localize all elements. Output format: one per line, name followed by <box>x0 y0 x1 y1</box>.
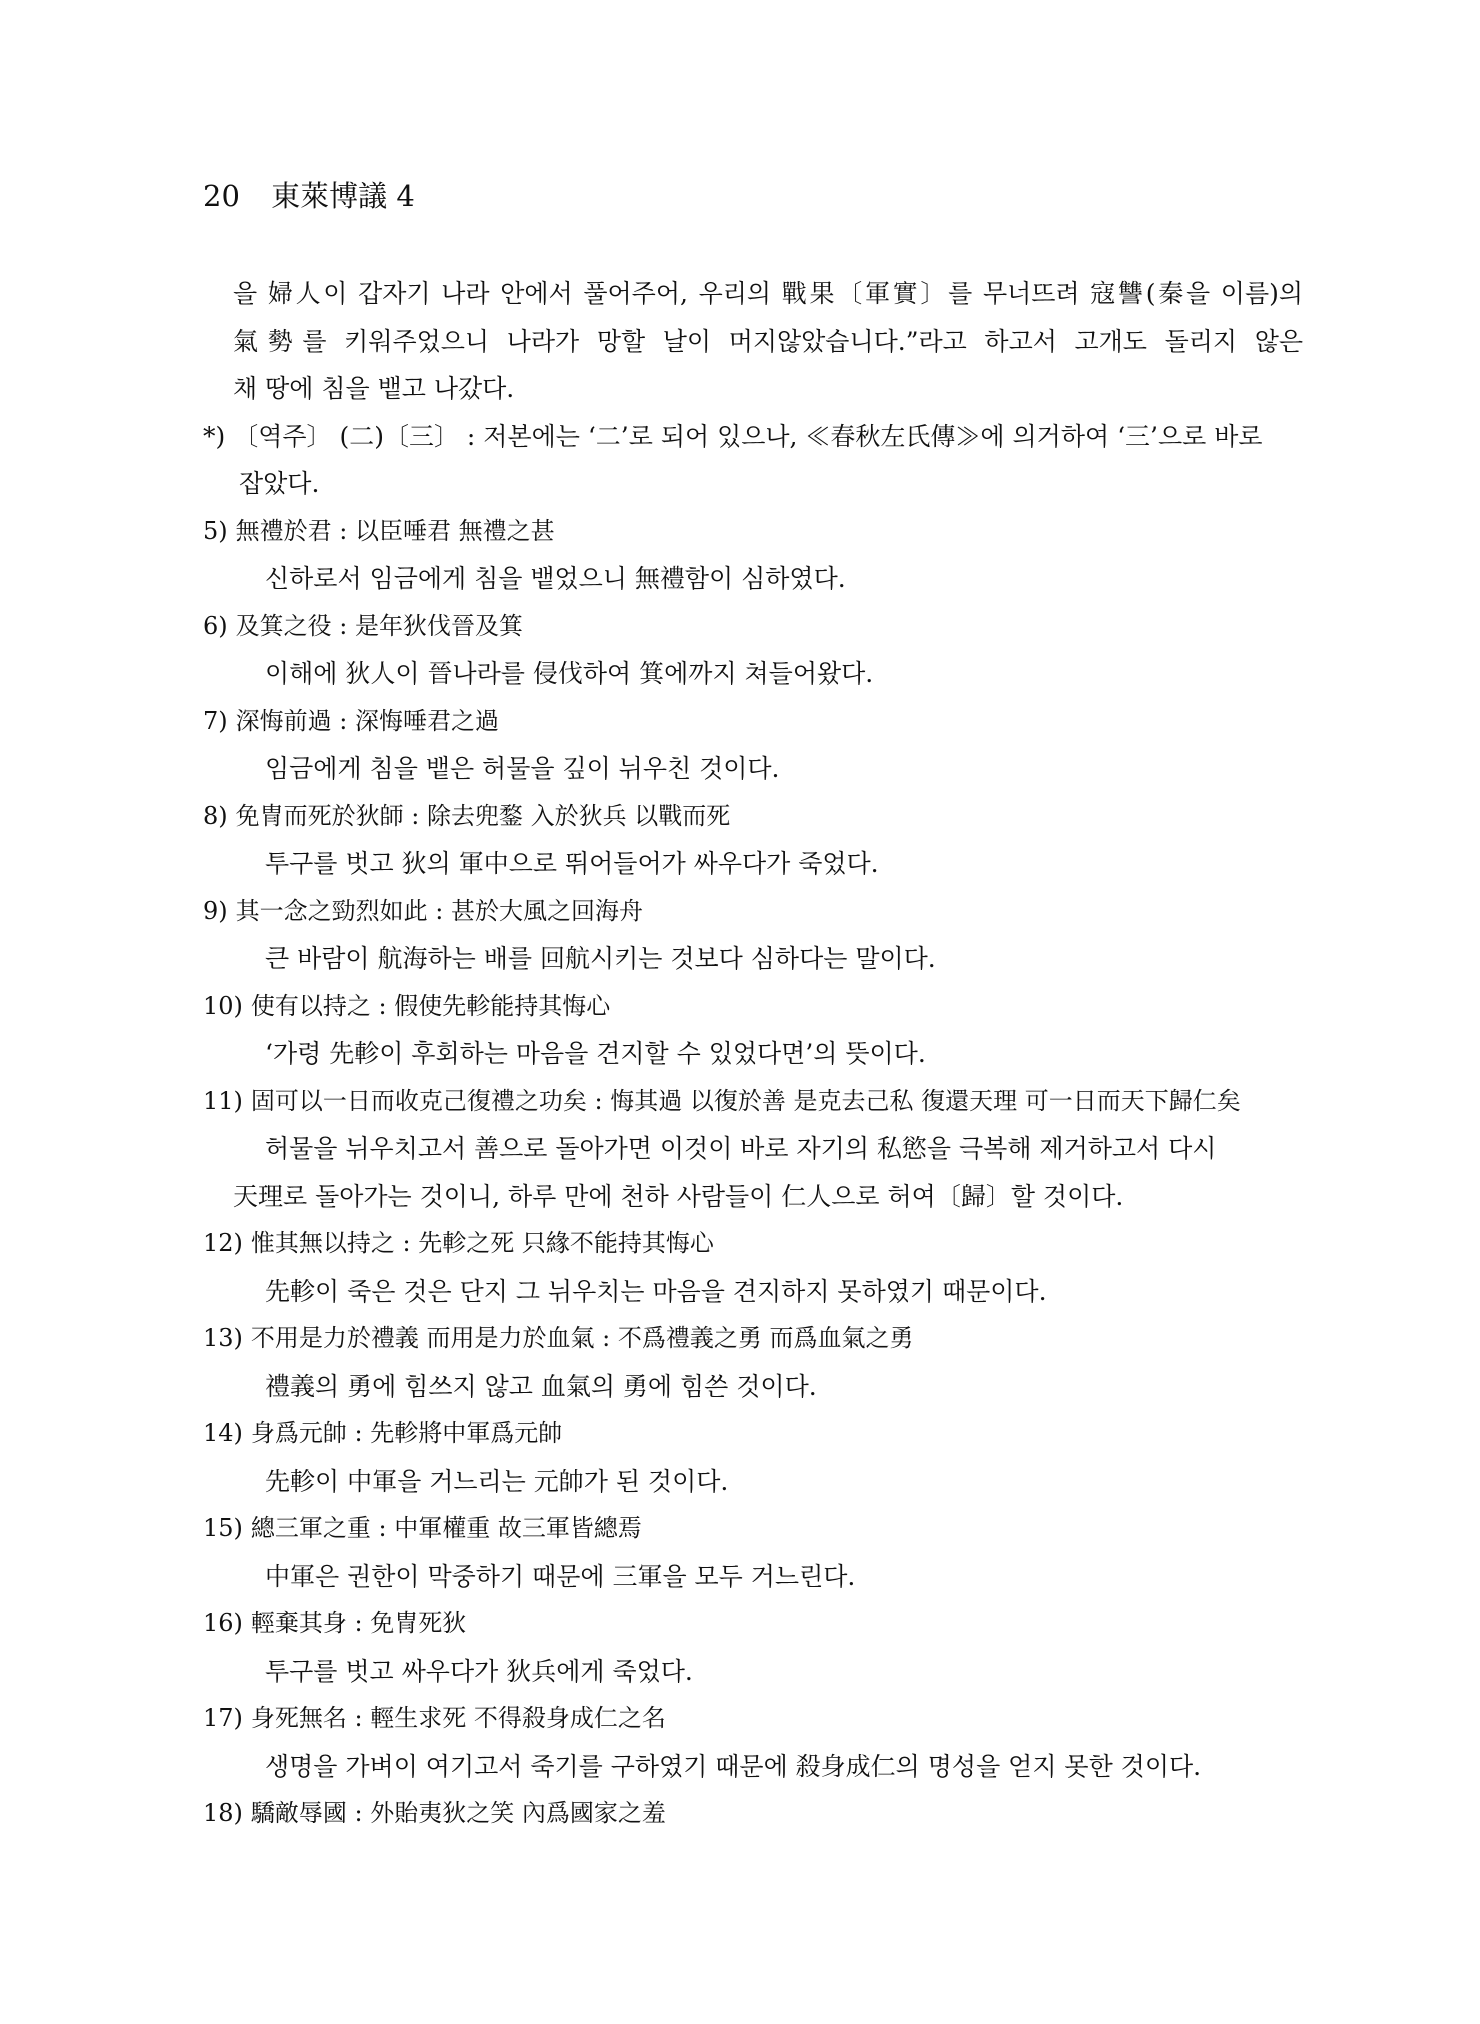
book-title: 東萊博議 4 <box>271 179 415 213</box>
body-line: 을 婦人이 갑자기 나라 안에서 풀어주어, 우리의 戰果〔軍實〕를 무너뜨려 寇讐(秦을 이름)의 <box>233 279 1303 308</box>
footnote-heading <box>203 1505 1303 1553</box>
footnote-number: 11) <box>203 1086 243 1115</box>
page-header <box>203 178 415 214</box>
footnote-source: 及箕之役 : 是年狄伐晉及箕 <box>235 611 523 640</box>
footnote-number: 7) <box>203 706 228 735</box>
footnote-translation: 투구를 벗고 싸우다가 狄兵에게 죽었다. <box>265 1656 693 1686</box>
footnote-source: 無禮於君 : 以臣唾君 無禮之甚 <box>235 516 555 545</box>
footnote-source: 免冑而死於狄師 : 除去兜鍪 入於狄兵 以戰而死 <box>235 801 731 830</box>
page-content <box>203 270 1303 1838</box>
footnote-number: 8) <box>203 801 228 830</box>
footnote-heading <box>203 983 1303 1031</box>
footnote-translation: ‘가령 先軫이 후회하는 마음을 견지할 수 있었다면’의 뜻이다. <box>265 1039 926 1068</box>
page-number: 20 <box>203 179 240 213</box>
footnote-number: 9) <box>203 896 228 925</box>
footnote-source: 身爲元帥 : 先軫將中軍爲元帥 <box>250 1419 563 1447</box>
footnote-number: 10) <box>203 991 243 1020</box>
footnote-number: 5) <box>203 516 228 545</box>
footnote-heading <box>203 1600 1303 1648</box>
footnote-heading <box>203 508 1303 556</box>
footnote-source: 其一念之勁烈如此 : 甚於大風之回海舟 <box>235 896 643 925</box>
note-marker: *) <box>203 421 226 451</box>
footnote-source: 不用是力於禮義 而用是力於血氣 : 不爲禮義之勇 而爲血氣之勇 <box>250 1324 914 1352</box>
footnote-translation: 先軫이 죽은 것은 단지 그 뉘우치는 마음을 견지하지 못하였기 때문이다. <box>265 1276 1047 1306</box>
note-text: 〔역주〕 (二)〔三〕 : 저본에는 ‘二’로 되어 있으나, ≪春秋左氏傳≫에 의거하여 ‘三’으로 바로 <box>233 421 1263 451</box>
footnote-source: 總三軍之重 : 中軍權重 故三軍皆總焉 <box>250 1514 642 1542</box>
footnote-heading <box>203 1220 1303 1268</box>
footnote-translation: 신하로서 임금에게 침을 뱉었으니 無禮함이 심하였다. <box>265 564 846 593</box>
translator-note-continuation: 잡았다. <box>239 469 320 498</box>
footnote-source: 驕敵辱國 : 外貽夷狄之笑 內爲國家之羞 <box>250 1799 666 1827</box>
footnote-source: 身死無名 : 輕生求死 不得殺身成仁之名 <box>250 1704 666 1732</box>
footnote-number: 17) <box>203 1704 243 1732</box>
footnote-translation-continuation: 天理로 돌아가는 것이니, 하루 만에 천하 사람들이 仁人으로 허여〔歸〕할 것이다. <box>233 1181 1124 1211</box>
footnote-heading <box>203 1790 1303 1838</box>
footnote-heading <box>203 603 1303 651</box>
footnote-translation: 투구를 벗고 狄의 軍中으로 뛰어들어가 싸우다가 죽었다. <box>265 849 879 878</box>
footnote-heading <box>203 1315 1303 1363</box>
footnote-number: 16) <box>203 1609 243 1637</box>
footnote-source: 輕棄其身 : 免冑死狄 <box>250 1609 467 1637</box>
footnote-number: 18) <box>203 1799 243 1827</box>
footnote-number: 6) <box>203 611 228 640</box>
footnote-heading <box>203 1078 1303 1126</box>
body-line: 氣勢를 키워주었으니 나라가 망할 날이 머지않았습니다.”라고 하고서 고개도 돌리지 않은 <box>233 326 1303 356</box>
translator-note <box>203 413 1303 461</box>
footnote-heading <box>203 793 1303 841</box>
footnote-source: 惟其無以持之 : 先軫之死 只緣不能持其悔心 <box>250 1229 714 1257</box>
footnote-heading <box>203 698 1303 746</box>
footnote-source: 使有以持之 : 假使先軫能持其悔心 <box>250 991 611 1020</box>
footnote-source: 固可以一日而收克己復禮之功矣 : 悔其過 以復於善 是克去己私 復還天理 可一日而天下歸仁矣 <box>250 1086 1241 1115</box>
footnote-translation: 생명을 가벼이 여기고서 죽기를 구하였기 때문에 殺身成仁의 명성을 얻지 못한 것이다. <box>265 1751 1202 1781</box>
footnote-translation: 先軫이 中軍을 거느리는 元帥가 된 것이다. <box>265 1466 729 1496</box>
footnote-source: 深悔前過 : 深悔唾君之過 <box>235 706 499 735</box>
footnote-translation: 禮義의 勇에 힘쓰지 않고 血氣의 勇에 힘쓴 것이다. <box>265 1371 817 1401</box>
footnote-heading <box>203 1410 1303 1458</box>
body-line: 채 땅에 침을 뱉고 나갔다. <box>233 374 515 403</box>
footnote-translation: 허물을 뉘우치고서 善으로 돌아가면 이것이 바로 자기의 私慾을 극복해 제거하고서 다시 <box>265 1134 1217 1163</box>
footnote-translation: 이해에 狄人이 晉나라를 侵伐하여 箕에까지 쳐들어왔다. <box>265 659 874 688</box>
footnote-heading <box>203 888 1303 936</box>
footnote-number: 13) <box>203 1324 243 1352</box>
footnote-translation: 임금에게 침을 뱉은 허물을 깊이 뉘우친 것이다. <box>265 754 780 783</box>
footnote-heading <box>203 1695 1303 1743</box>
footnote-translation: 큰 바람이 航海하는 배를 回航시키는 것보다 심하다는 말이다. <box>265 944 936 973</box>
footnote-number: 15) <box>203 1514 243 1542</box>
footnote-number: 12) <box>203 1229 243 1257</box>
footnote-number: 14) <box>203 1419 243 1447</box>
footnote-translation: 中軍은 권한이 막중하기 때문에 三軍을 모두 거느린다. <box>265 1561 856 1591</box>
